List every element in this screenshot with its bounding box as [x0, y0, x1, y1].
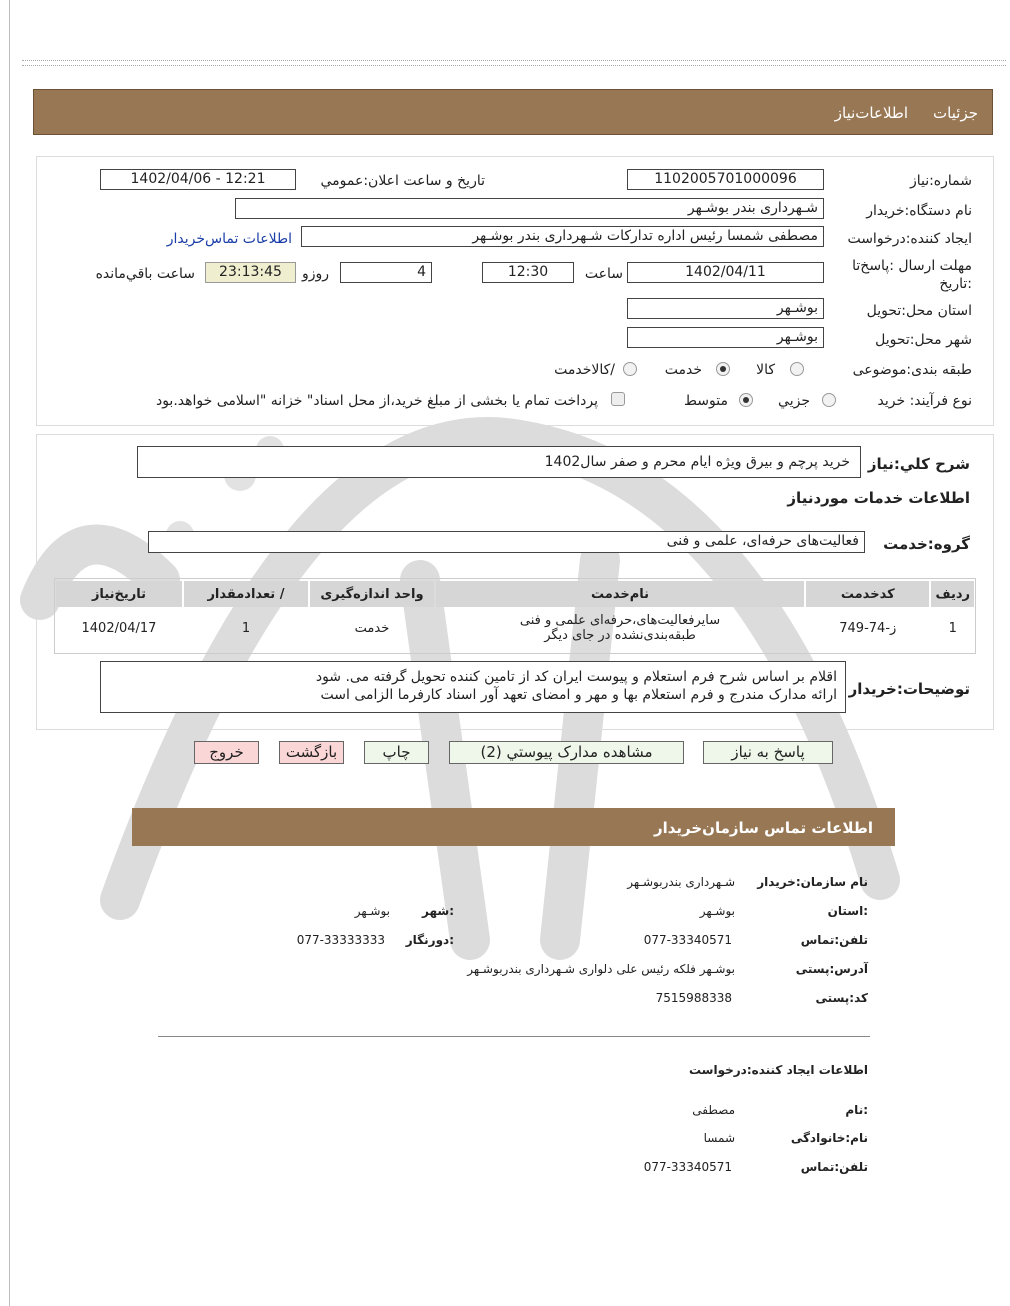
table-row	[56, 609, 974, 647]
deadline-time-field: 12:30	[482, 262, 574, 283]
buyer-notes-label: توضیحات:خریدار	[848, 680, 970, 698]
radio-medium-label: متوسط	[684, 393, 728, 409]
postal-label: کد:پستی	[815, 991, 868, 1005]
org-name-value: شـهرداری بندربوشـهر	[627, 875, 735, 889]
top-divider	[22, 60, 1006, 66]
radio-goods-service-label: /کالاخدمت	[554, 362, 615, 378]
cell-code: ز-74-749	[839, 620, 897, 636]
first-name-value: مصطفی	[692, 1103, 735, 1117]
reply-button[interactable]: پاسخ به نیاز	[703, 741, 833, 764]
creator-label: ایجاد کننده:درخواست	[847, 231, 972, 247]
buyer-notes-field	[100, 661, 846, 713]
city-field: بوشـهر	[627, 327, 824, 348]
description-label: شرح کلي:نیاز	[867, 455, 970, 473]
buyer-notes-line2: ارائه مدارک مندرج و فرم استعلام بها و مهر و امضای تعهد آور اسناد کارفرما الزامی است	[320, 687, 837, 703]
creator-info-title: اطلاعات ایجاد کننده:درخواست	[688, 1063, 868, 1077]
days-field: 4	[340, 262, 432, 283]
contact-province-value: بوشـهر	[699, 904, 735, 918]
address-label: آدرس:پستی	[795, 962, 868, 976]
services-table	[54, 579, 976, 649]
province-field: بوشـهر	[627, 298, 824, 319]
service-group-field: فعالیت‌های حرفه‌ای، علمی و فنی	[148, 531, 865, 553]
first-name-label: :نام	[845, 1103, 868, 1117]
category-label: طبقه بندی:موضوعی	[852, 362, 972, 378]
deadline-date-field: 1402/04/11	[627, 262, 824, 283]
treasury-checkbox[interactable]	[611, 392, 625, 406]
contact-province-label: :استان	[827, 904, 868, 918]
radio-minor[interactable]	[822, 393, 836, 407]
radio-goods-service[interactable]	[623, 362, 637, 376]
phone-value: 077-33340571	[643, 933, 732, 947]
buyer-org-label: نام دستگاه:خریدار	[866, 203, 972, 219]
contact-header-bar	[132, 808, 895, 846]
treasury-note: پرداخت تمام یا بخشی از مبلغ خرید،از محل اسناد" خزانه "اسلامی خواهد.بود	[155, 393, 598, 409]
col-qty: / تعدادمقدار	[184, 581, 308, 607]
radio-medium[interactable]	[739, 393, 753, 407]
col-row: ردیف	[931, 581, 974, 607]
cell-date: 1402/04/17	[81, 620, 157, 636]
postal-value: 7515988338	[655, 991, 732, 1005]
col-code: کدخدمت	[806, 581, 929, 607]
col-unit: واحد اندازه‌گیری	[310, 581, 434, 607]
col-name: نام‌خدمت	[436, 581, 804, 607]
radio-minor-label: جزيي	[778, 393, 810, 409]
services-heading: اطلاعات خدمات موردنیاز	[787, 489, 970, 507]
need-number-field: 1102005701000096	[627, 169, 824, 190]
cell-name	[436, 609, 804, 647]
contact-city-label: :شهر	[422, 904, 454, 918]
buyer-org-field: شـهرداری بندر بوشـهر	[235, 198, 824, 219]
cell-row: 1	[948, 620, 957, 636]
tab-need-info[interactable]: اطلاعات‌نیاز	[834, 104, 908, 122]
city-label: شهر محل:تحویل	[875, 332, 972, 348]
announce-date-label: تاریخ و ساعت اعلان:عمومي	[320, 173, 485, 189]
radio-goods[interactable]	[790, 362, 804, 376]
deadline-time-label: ساعت	[584, 266, 623, 282]
service-group-label: گروه:خدمت	[883, 535, 970, 553]
tab-details[interactable]: جزئیات	[933, 104, 978, 122]
buyer-contact-link[interactable]: اطلاعات تماس‌خریدار	[166, 231, 292, 247]
creator-field: مصطفی شمسا رئیس اداره تدارکات شـهرداری بندر بوشـهر	[301, 226, 824, 247]
contact-title: اطلاعات تماس سازمان‌خریدار	[653, 819, 873, 837]
last-name-value: شمسا	[703, 1131, 735, 1145]
contact-city-value: بوشـهر	[354, 904, 390, 918]
cell-name-line1: سایرفعالیت‌های،حرفه‌ای علمی و فنی	[519, 613, 721, 628]
buyer-notes-line1: اقلام بر اساس شرح فرم استعلام و پیوست ایران کد از تامین کننده تحویل گرفته می. شود	[315, 669, 837, 685]
fax-label: :دورنگار	[405, 933, 454, 947]
province-label: استان محل:تحویل	[866, 303, 972, 319]
creator-phone-value: 077-33340571	[643, 1160, 732, 1174]
remaining-time: 23:13:45	[205, 262, 296, 283]
cell-unit: خدمت	[354, 620, 390, 636]
announce-date-field: 1402/04/06 - 12:21	[100, 169, 296, 190]
left-rule	[9, 0, 10, 1306]
days-label: روزو	[301, 266, 329, 282]
cell-qty: 1	[241, 620, 251, 636]
radio-service[interactable]	[716, 362, 730, 376]
last-name-label: نام:خانوادگی	[790, 1131, 868, 1145]
back-button[interactable]: بازگشت	[279, 741, 344, 764]
phone-label: تلفن:تماس	[800, 933, 868, 947]
deadline-label: مهلت ارسال :پاسخ‌تا :تاریخ	[852, 258, 972, 292]
address-value: بوشـهر فلکه رئیس علی دلواری شـهرداری بندربوشـهر	[467, 962, 735, 976]
contact-divider	[158, 1036, 870, 1037]
creator-phone-label: تلفن:تماس	[800, 1160, 868, 1174]
col-date: تاریخ‌نیاز	[56, 581, 182, 607]
remaining-label: ساعت باقي‌مانده	[95, 266, 195, 282]
description-field: خرید پرچم و بیرق ویژه ایام محرم و صفر سال1402	[137, 446, 861, 478]
attachments-button[interactable]: مشاهده مدارک پیوستي (2)	[449, 741, 684, 764]
exit-button[interactable]: خروج	[194, 741, 259, 764]
process-label: نوع فرآیند: خرید	[877, 393, 972, 409]
radio-goods-label: کالا	[756, 362, 775, 378]
radio-service-label: خدمت	[664, 362, 702, 378]
org-name-label: نام سازمان:خریدار	[757, 875, 868, 889]
header-bar	[33, 89, 993, 135]
need-number-label: شماره:نیاز	[909, 173, 972, 189]
cell-name-line2: طبقه‌بندی‌نشده در جای دیگر	[544, 628, 696, 643]
print-button[interactable]: چاپ	[364, 741, 429, 764]
fax-value: 077-33333333	[296, 933, 385, 947]
